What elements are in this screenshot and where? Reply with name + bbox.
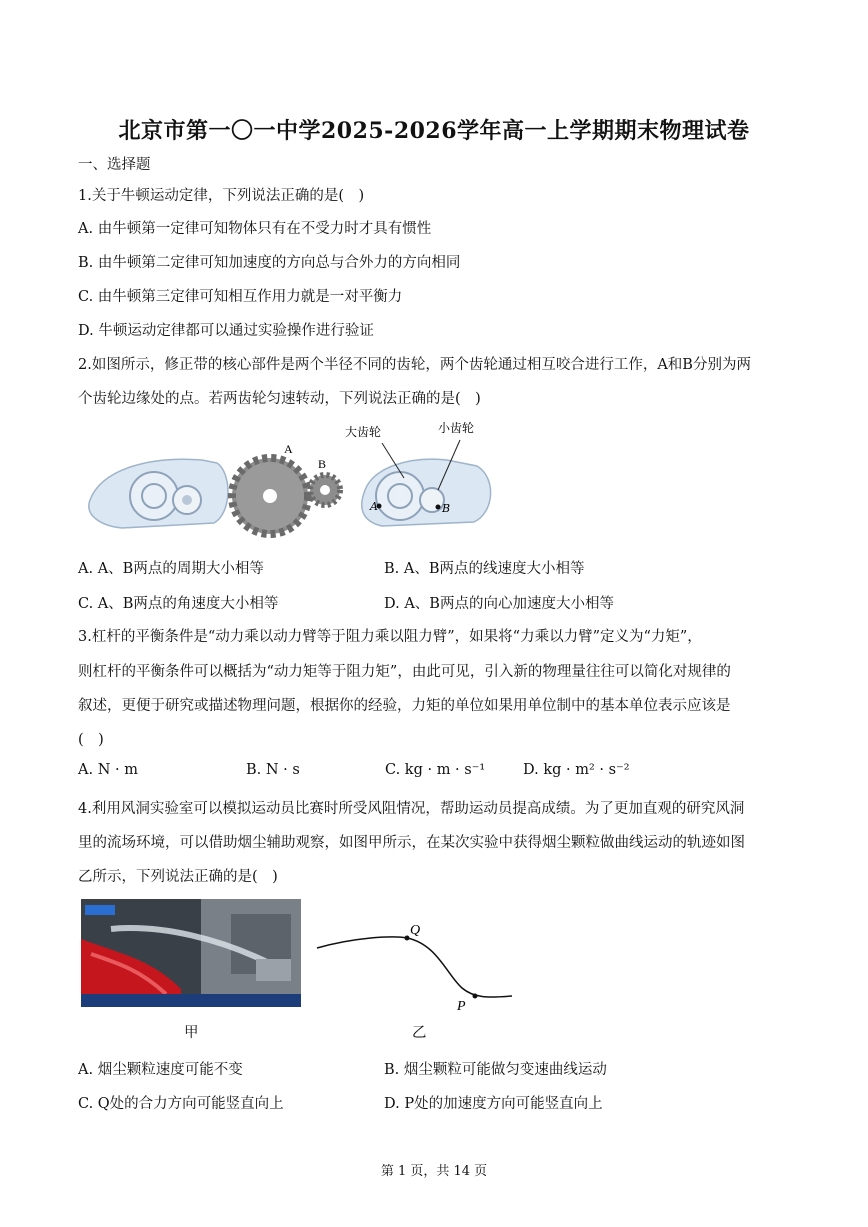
q1-option-b: B. 由牛顿第二定律可知加速度的方向总与合外力的方向相同 [78,255,461,271]
big-gear-label: 大齿轮 [345,425,382,439]
q4-option-d: D. P处的加速度方向可能竖直向上 [384,1096,603,1112]
point-q-dot [405,936,410,941]
correction-tape-left-image [89,459,228,528]
q2-option-c: C. A、B两点的角速度大小相等 [78,596,279,612]
trajectory-curve-figure [312,920,522,1020]
gear-point-a-label: A [284,442,293,456]
q2-stem-line1: 2.如图所示，修正带的核心部件是两个半径不同的齿轮，两个齿轮通过相互咬合进行工作，A和B分别为两 [78,357,751,373]
wind-tunnel-photo [81,899,301,1007]
q4-option-a: A. 烟尘颗粒速度可能不变 [78,1062,243,1078]
q4-stem-line3: 乙所示，下列说法正确的是( ) [78,869,278,885]
q4-option-b: B. 烟尘颗粒可能做匀变速曲线运动 [384,1062,607,1078]
point-p-label: P [457,999,466,1014]
section-heading: 一、选择题 [78,157,151,173]
q1-option-a: A. 由牛顿第一定律可知物体只有在不受力时才具有惯性 [78,221,432,237]
q1-option-c: C. 由牛顿第三定律可知相互作用力就是一对平衡力 [78,289,403,305]
q4-stem-line1: 4.利用风洞实验室可以模拟运动员比赛时所受风阻情况，帮助运动员提高成绩。为了更加直观的研究风洞 [78,801,745,817]
q3-stem-line1: 3.杠杆的平衡条件是“动力乘以动力臂等于阻力乘以阻力臂”，如果将“力乘以力臂”定义为“力矩”， [78,629,702,645]
q3-option-d: D. kg · m² · s⁻² [523,762,630,778]
q2-gear-figure [82,418,502,543]
q4-stem-line2: 里的流场环境，可以借助烟尘辅助观察，如图甲所示，在某次实验中获得烟尘颗粒做曲线运动的轨迹如图 [78,835,745,851]
q1-stem: 1.关于牛顿运动定律，下列说法正确的是( ) [78,188,365,204]
q3-option-a: A. N · m [78,762,138,778]
q2-stem-line2: 个齿轮边缘处的点。若两齿轮匀速转动，下列说法正确的是( ) [78,391,481,407]
q3-stem-line2: 则杠杆的平衡条件可以概括为“动力矩等于阻力矩”，由此可见，引入新的物理量往往可以简化对规律的 [78,664,731,680]
q3-stem-line4: ( ) [78,732,104,748]
q1-option-d: D. 牛顿运动定律都可以通过实验操作进行验证 [78,323,374,339]
point-q-label: Q [410,923,421,938]
q3-option-c: C. kg · m · s⁻¹ [385,762,486,778]
figure-jia-caption: 甲 [184,1025,199,1041]
correction-tape-right-image [362,440,491,526]
q3-stem-line3: 叙述，更便于研究或描述物理问题，根据你的经验，力矩的单位如果用单位制中的基本单位表示应该是 [78,698,731,714]
small-gear-label: 小齿轮 [438,421,475,435]
point-a-label: A [370,500,378,513]
point-p-dot [473,994,478,999]
figure-yi-caption: 乙 [412,1025,427,1041]
page-footer: 第 1 页，共 14 页 [380,1164,488,1179]
q2-option-a: A. A、B两点的周期大小相等 [78,561,264,577]
q2-option-b: B. A、B两点的线速度大小相等 [384,561,585,577]
big-gear-image [232,458,308,534]
point-b-label: B [442,502,451,515]
trajectory-curve [317,937,512,997]
page-title: 北京市第一〇一中学2025-2026学年高一上学期期末物理试卷 [118,118,750,144]
q4-option-c: C. Q处的合力方向可能竖直向上 [78,1096,284,1112]
small-gear-image [310,475,340,505]
q2-option-d: D. A、B两点的向心加速度大小相等 [384,596,614,612]
q3-option-b: B. N · s [246,762,300,778]
gear-point-b-label: B [318,457,327,471]
